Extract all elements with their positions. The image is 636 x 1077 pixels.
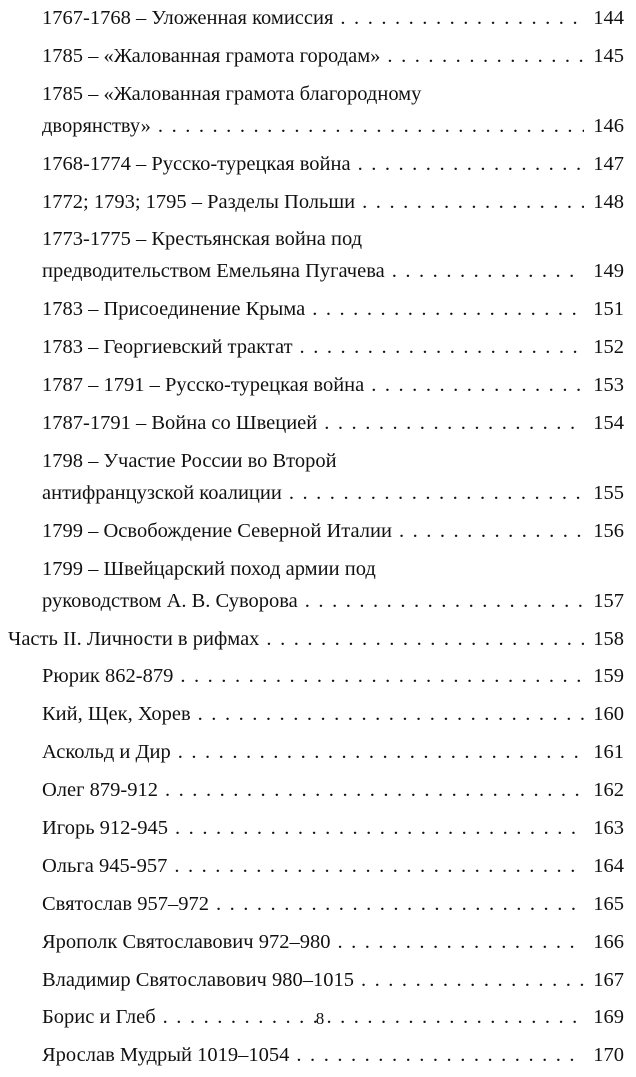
toc-page-number: 157 xyxy=(593,589,624,612)
toc-entry[interactable] xyxy=(8,812,624,844)
toc-entry[interactable] xyxy=(8,186,624,218)
dot-leader xyxy=(180,660,584,692)
toc-entry[interactable] xyxy=(8,148,624,180)
dot-leader xyxy=(361,964,584,996)
dot-leader xyxy=(387,40,584,72)
toc-page-number: 160 xyxy=(593,703,624,726)
toc-entry-title: дворянству» xyxy=(42,114,151,137)
toc-page-number: 165 xyxy=(593,892,624,915)
toc-entry[interactable] xyxy=(8,369,624,401)
toc-entry[interactable] xyxy=(8,736,624,768)
toc-entry-title: Ярослав Мудрый 1019–1054 xyxy=(42,1044,290,1067)
toc-page-number: 156 xyxy=(593,519,624,542)
toc-page-number: 169 xyxy=(593,1006,624,1029)
toc-entry[interactable] xyxy=(8,850,624,882)
toc-entry-title-line: 1773-1775 – Крестьянская война под xyxy=(42,228,363,251)
toc-page-number: 166 xyxy=(593,930,624,953)
toc-entry[interactable] xyxy=(8,964,624,996)
toc-entry-title: 1767-1768 – Уложенная комиссия xyxy=(42,7,334,29)
toc-page-number: 145 xyxy=(593,44,624,67)
dot-leader xyxy=(358,148,584,180)
toc-entry-title: Святослав 957–972 xyxy=(42,892,209,915)
toc-page-number: 163 xyxy=(593,817,624,840)
toc-entry-title-line: 1798 – Участие России во Второй xyxy=(42,449,337,472)
table-of-contents xyxy=(8,2,624,1077)
toc-entry[interactable] xyxy=(8,2,624,34)
toc-entry[interactable] xyxy=(8,774,624,806)
toc-entry-title: Владимир Святославович 980–1015 xyxy=(42,968,354,991)
toc-entry[interactable] xyxy=(8,1039,624,1071)
toc-entry[interactable] xyxy=(8,888,624,920)
toc-entry[interactable] xyxy=(8,40,624,72)
dot-leader xyxy=(392,255,584,287)
toc-entry-title: 1787 – 1791 – Русско-турецкая война xyxy=(42,374,365,397)
toc-entry-title: Ярополк Святославович 972–980 xyxy=(42,930,331,953)
toc-section-heading[interactable] xyxy=(8,623,624,655)
toc-entry[interactable] xyxy=(8,660,624,692)
toc-page-number: 149 xyxy=(593,260,624,283)
dot-leader xyxy=(362,186,584,218)
toc-entry[interactable] xyxy=(8,553,624,617)
toc-page-number: 167 xyxy=(593,968,624,991)
toc-entry-title: Часть II. Личности в рифмах xyxy=(8,627,260,650)
dot-leader xyxy=(175,812,584,844)
toc-entry-title: антифранцузской коалиции xyxy=(42,481,282,504)
toc-entry-title: 1783 – Присоединение Крыма xyxy=(42,298,306,321)
dot-leader xyxy=(371,369,584,401)
toc-entry[interactable] xyxy=(8,926,624,958)
dot-leader xyxy=(165,774,584,806)
toc-page-number: 161 xyxy=(593,741,624,764)
toc-page-number: 170 xyxy=(593,1044,624,1067)
toc-entry[interactable] xyxy=(8,331,624,363)
dot-leader xyxy=(216,888,584,920)
toc-page-number: 164 xyxy=(593,854,624,877)
dot-leader xyxy=(266,623,584,655)
toc-entry-title: Ольга 945-957 xyxy=(42,854,168,877)
toc-page-number: 148 xyxy=(593,190,624,213)
toc-entry-title: Аскольд и Дир xyxy=(42,741,171,764)
toc-entry-title: Борис и Глеб xyxy=(42,1006,156,1029)
toc-page-number: 153 xyxy=(593,374,624,397)
toc-entry-title: 1799 – Освобождение Северной Италии xyxy=(42,519,392,542)
toc-entry-title: 1785 – «Жалованная грамота городам» xyxy=(42,44,381,67)
dot-leader xyxy=(305,585,584,617)
toc-entry-title: 1783 – Георгиевский трактат xyxy=(42,336,293,359)
toc-entry-title: Игорь 912-945 xyxy=(42,817,169,840)
dot-leader xyxy=(174,850,584,882)
dot-leader xyxy=(324,407,584,439)
toc-entry[interactable] xyxy=(8,698,624,730)
dot-leader xyxy=(399,515,584,547)
page-number: 8 xyxy=(315,1009,325,1028)
toc-entry-title: 1768-1774 – Русско-турецкая война xyxy=(42,152,351,175)
dot-leader xyxy=(312,293,584,325)
toc-entry[interactable] xyxy=(8,223,624,287)
dot-leader xyxy=(158,110,584,142)
toc-page-number: 154 xyxy=(593,412,624,435)
toc-entry-title: 1772; 1793; 1795 – Разделы Польши xyxy=(42,190,356,213)
toc-entry-title: предводительством Емельяна Пугачева xyxy=(42,260,385,283)
dot-leader xyxy=(296,1039,584,1071)
toc-page-number: 152 xyxy=(593,336,624,359)
toc-entry-title: Рюрик 862-879 xyxy=(42,665,174,688)
toc-page-number: 146 xyxy=(593,114,624,137)
dot-leader xyxy=(178,736,584,768)
toc-entry-title: Олег 879-912 xyxy=(42,779,158,802)
toc-entry[interactable] xyxy=(8,445,624,509)
dot-leader xyxy=(337,926,584,958)
toc-page-number: 159 xyxy=(593,665,624,688)
toc-entry-title: руководством А. В. Суворова xyxy=(42,589,298,612)
toc-page-number: 151 xyxy=(593,298,624,321)
toc-page-number: 144 xyxy=(593,7,624,29)
dot-leader xyxy=(300,331,584,363)
toc-entry-title: 1787-1791 – Война со Швецией xyxy=(42,412,318,435)
dot-leader xyxy=(340,2,584,34)
toc-entry[interactable] xyxy=(8,515,624,547)
toc-entry[interactable] xyxy=(8,407,624,439)
toc-page-number: 158 xyxy=(593,627,624,650)
toc-entry-title: Кий, Щек, Хорев xyxy=(42,703,191,726)
dot-leader xyxy=(198,698,584,730)
toc-entry-title-line: 1799 – Швейцарский поход армии под xyxy=(42,557,376,580)
dot-leader xyxy=(289,477,584,509)
toc-page-number: 147 xyxy=(593,152,624,175)
toc-page-number: 155 xyxy=(593,481,624,504)
toc-page-number: 162 xyxy=(593,779,624,802)
toc-entry[interactable] xyxy=(8,78,624,142)
toc-entry-title-line: 1785 – «Жалованная грамота благородному xyxy=(42,82,422,105)
toc-entry[interactable] xyxy=(8,293,624,325)
